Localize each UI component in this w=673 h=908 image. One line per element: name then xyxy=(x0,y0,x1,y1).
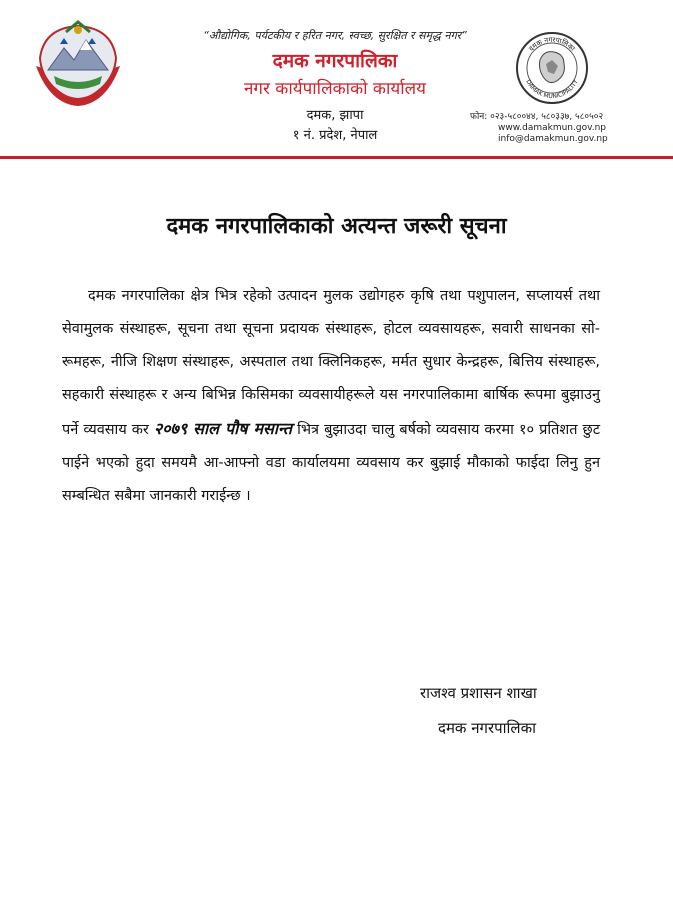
municipality-title: दमक नगरपालिका xyxy=(272,50,398,72)
government-emblem-icon xyxy=(30,18,126,110)
signature-department: राजश्व प्रशासन शाखा xyxy=(420,684,537,702)
notice-headline: दमक नगरपालिकाको अत्यन्त जरूरी सूचना xyxy=(166,214,507,239)
contact-phone: फोन: ०२३-५८००४४, ५८०३३७, ५८०५०२ xyxy=(470,112,604,122)
slogan: “औद्योगिक, पर्यटकीय र हरित नगर, स्वच्छ, सुरक्षित र समृद्ध नगर” xyxy=(203,29,467,42)
contact-website[interactable]: www.damakmun.gov.np xyxy=(498,123,606,133)
office-subtitle: नगर कार्यपालिकाको कार्यालय xyxy=(243,79,427,99)
header-divider xyxy=(0,156,673,159)
notice-deadline: २०७९ साल पौष मसान्त xyxy=(153,419,293,438)
svg-text:DAMAK MUNICIPALITY: DAMAK MUNICIPALITY xyxy=(524,78,580,101)
notice-body xyxy=(62,280,600,513)
address-line-2: १ नं. प्रदेश, नेपाल xyxy=(292,128,378,143)
notice-body-part-1: दमक नगरपालिका क्षेत्र भित्र रहेको उत्पादन मुलक उद्योगहरु कृषि तथा पशुपालन, सप्लायर्स तथा सेवामुलक संस्थाहरू, सूचना तथा सूचना प्रदायक संस्थाहरू, होटल व्यवसायहरू, सवारी साधनका सो-रूमहरू, नीजि शिक्षण संस्थाहरू, अस्पताल तथा क्लिनिकहरू, मर्मत सुधार केन्द्रहरू, बित्तिय संस्थाहरू, सहकारी संस्थाहरू र अन्य बिभिन्न किसिमका व्यवसायीहरूले यस नगरपालिकामा बार्षिक रूपमा बुझाउनु पर्ने व्यवसाय कर xyxy=(62,288,600,438)
address-line-1: दमक, झापा xyxy=(306,108,364,123)
notice-body-part-2: भित्र बुझाउदा चालु बर्षको व्यवसाय करमा १० प्रतिशत छुट पाईने भएको हुदा समयमै आ-आफ्नो वडा कार्यालयमा व्यवसाय कर बुझाई मौकाको फाईदा लिनु हुन सम्बन्धित सबैमा जानकारी गराईन्छ । xyxy=(62,422,601,504)
svg-text:दमक नगरपालिका: दमक नगरपालिका xyxy=(527,35,577,53)
contact-block xyxy=(470,112,665,145)
contact-email[interactable]: info@damakmun.gov.np xyxy=(498,134,608,144)
signature-municipality: दमक नगरपालिका xyxy=(438,719,536,737)
